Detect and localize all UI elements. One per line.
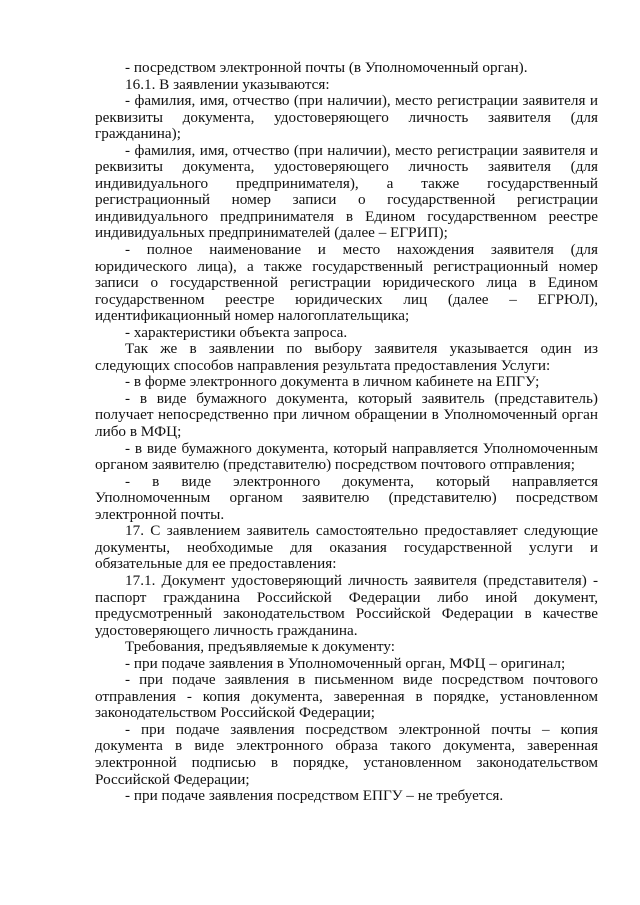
- paragraph-result-methods-intro: Так же в заявлении по выбору заявителя указывается один из следующих способов направления результата предоставления Услуги:: [95, 340, 598, 374]
- paragraph-requirements-heading: Требования, предъявляемые к документу:: [125, 638, 395, 656]
- paragraph-req-original: - при подаче заявления в Уполномоченный орган, МФЦ – оригинал;: [125, 654, 566, 672]
- paragraph-email-method: - посредством электронной почты (в Уполномоченный орган).: [125, 59, 528, 76]
- paragraph-legal-entity-details: - полное наименование и место нахождения заявителя (для юридического лица), а также государственный регистрационный номер записи о государственной регистрации юридического лица в Едином государственном реестре юридических лиц (далее – ЕГРЮЛ), идентификационный номер налогоплательщика;: [95, 241, 598, 325]
- paragraph-method-epgu: - в форме электронного документа в личном кабинете на ЕПГУ;: [125, 373, 540, 391]
- paragraph-req-mail-copy: - при подаче заявления в письменном виде посредством почтового отправления - копия документа, заверенная в порядке, установленном законодательством Российской Федерации;: [95, 671, 598, 722]
- document-body: [95, 60, 598, 805]
- paragraph-17-1-identity-document: 17.1. Документ удостоверяющий личность заявителя (представителя) - паспорт гражданина Российской Федерации либо иной документ, предусмотренный законодательством Российской Федерации в качестве удостоверяющего личность гражданина.: [95, 571, 598, 639]
- paragraph-method-paper-mail: - в виде бумажного документа, который направляется Уполномоченным органом заявителю (представителю) посредством почтового отправления;: [95, 439, 598, 474]
- paragraph-request-object: - характеристики объекта запроса.: [125, 323, 348, 341]
- paragraph-req-email-copy: - при подаче заявления посредством электронной почты – копия документа в виде электронного образа такого документа, заверенная электронной подписью в порядке, установленном законодательством Российской Федерации;: [95, 720, 598, 788]
- paragraph-req-epgu: - при подаче заявления посредством ЕПГУ – не требуется.: [125, 787, 504, 805]
- paragraph-16-1-heading: 16.1. В заявлении указываются:: [125, 75, 330, 93]
- paragraph-citizen-details: - фамилия, имя, отчество (при наличии), место регистрации заявителя и реквизиты документа, удостоверяющего личность заявителя (для гражданина);: [95, 92, 598, 143]
- paragraph-method-electronic-email: - в виде электронного документа, который направляется Уполномоченным органом заявителю (представителю) посредством электронной почты.: [95, 472, 598, 523]
- paragraph-17-documents: 17. С заявлением заявитель самостоятельно предоставляет следующие документы, необходимые для оказания государственной услуги и обязательные для ее предоставления:: [95, 522, 598, 573]
- paragraph-entrepreneur-details: - фамилия, имя, отчество (при наличии), место регистрации заявителя и реквизиты документа, удостоверяющего личность заявителя (для индивидуального предпринимателя), а также государственный регистрационный номер записи о государственной регистрации индивидуального предпринимателя в Едином государственном реестре индивидуальных предпринимателей (далее – ЕГРИП);: [95, 141, 598, 242]
- paragraph-method-paper-in-person: - в виде бумажного документа, который заявитель (представитель) получает непосредственно при личном обращении в Уполномоченный орган либо в МФЦ;: [95, 389, 598, 441]
